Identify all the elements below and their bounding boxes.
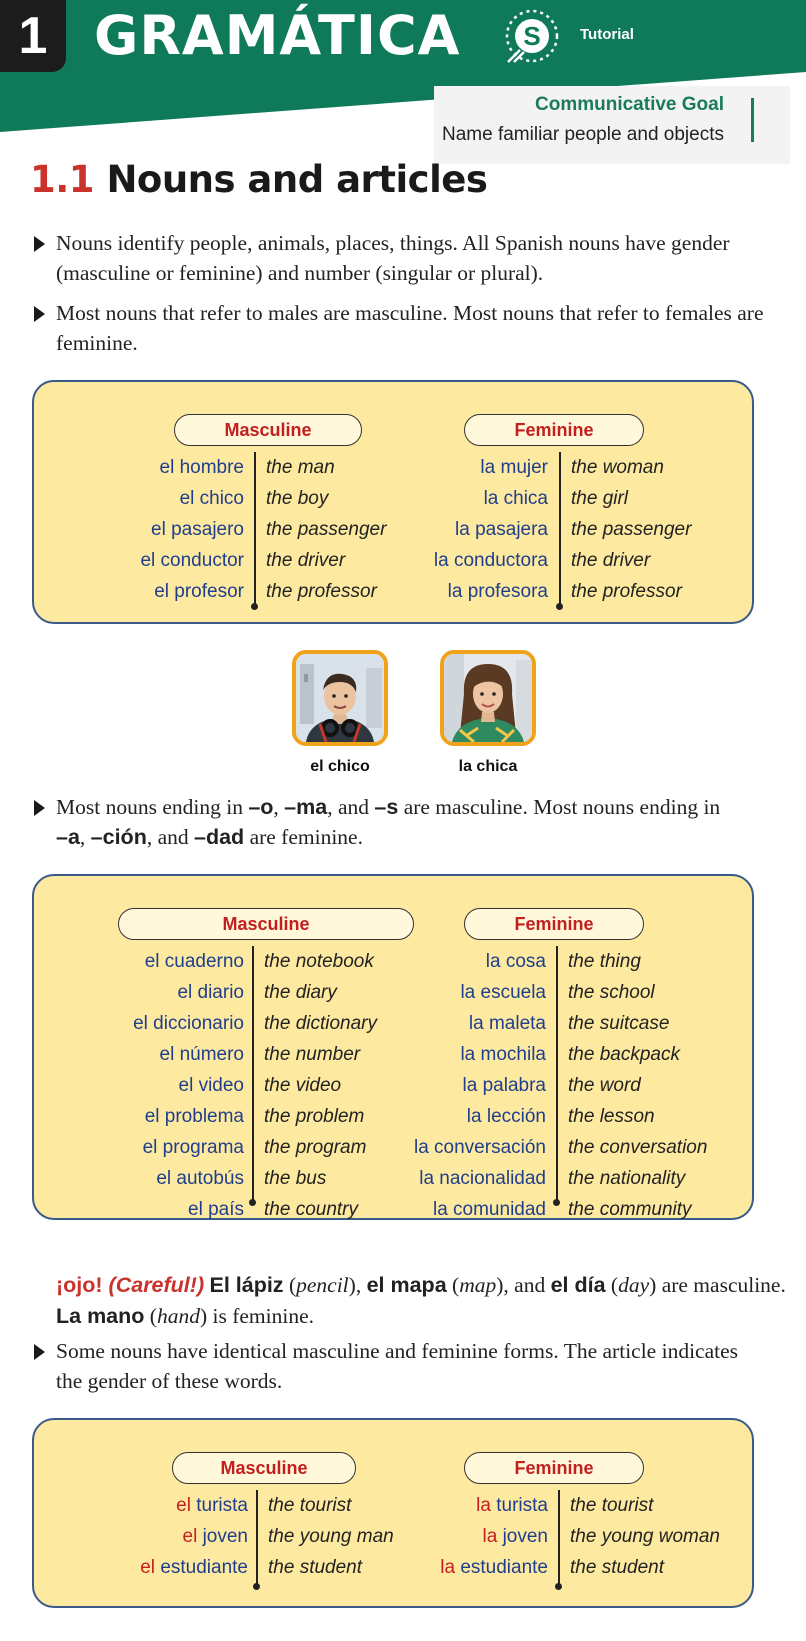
column-divider — [556, 946, 558, 1202]
feminine-noun: la nacionalidad — [419, 1168, 546, 1189]
masculine-noun — [84, 1490, 248, 1521]
masculine-noun — [84, 1521, 248, 1552]
english-translation: the passenger — [266, 519, 387, 540]
feminine-english-column — [571, 452, 751, 607]
masculine-noun: el problema — [144, 1106, 244, 1127]
english-translation: the young woman — [570, 1526, 720, 1547]
feminine-noun: la pasajera — [455, 519, 548, 540]
ending-o: –o — [248, 795, 274, 819]
ojo-gloss: hand — [156, 1304, 200, 1328]
communicative-goal-box — [434, 86, 790, 164]
english-translation: the professor — [571, 581, 682, 602]
feminine-noun: la cosa — [485, 951, 546, 972]
masculine-noun: el país — [188, 1199, 244, 1220]
ojo-word-mapa: el mapa — [366, 1273, 447, 1297]
vocab-panel-identical — [32, 1418, 754, 1608]
bullet-arrow-icon — [34, 1344, 45, 1360]
english-translation: the backpack — [568, 1044, 680, 1065]
ojo-word: ¡ojo! — [56, 1273, 103, 1297]
column-divider — [256, 1490, 258, 1586]
caption-boy: el chico — [310, 758, 370, 775]
vocab-panel-endings — [32, 874, 754, 1220]
bullet-males-females — [30, 298, 780, 358]
article: el — [182, 1526, 198, 1547]
english-translation: the conversation — [568, 1137, 708, 1158]
bullet-text: Most nouns ending in — [56, 795, 249, 819]
feminine-noun — [374, 1521, 548, 1552]
feminine-english-column — [568, 946, 748, 1225]
feminine-noun: la palabra — [462, 1075, 546, 1096]
english-translation: the notebook — [264, 951, 374, 972]
topic-text: Nouns and articles — [106, 158, 488, 201]
caption-girl: la chica — [458, 758, 518, 775]
ojo-word-dia: el día — [550, 1273, 606, 1297]
masculine-noun: el diario — [177, 982, 244, 1003]
goal-divider — [751, 98, 754, 142]
bullet-arrow-icon — [34, 800, 45, 816]
bullet-identical-forms — [30, 1336, 750, 1396]
bullet-nouns-gender — [30, 228, 780, 288]
masculine-label: Masculine — [174, 414, 362, 446]
english-translation: the professor — [266, 581, 377, 602]
ending-s: –s — [374, 795, 399, 819]
english-translation: the student — [268, 1557, 363, 1578]
masculine-spanish-column — [74, 946, 244, 1225]
topic-number: 1.1 — [30, 158, 95, 201]
ending-dad: –dad — [194, 825, 245, 849]
masculine-noun: el número — [159, 1044, 244, 1065]
masculine-noun — [84, 1552, 248, 1583]
english-translation: the video — [264, 1075, 342, 1096]
bullet-noun-endings — [30, 792, 730, 852]
noun: turista — [196, 1495, 248, 1516]
feminine-noun: la escuela — [460, 982, 546, 1003]
feminine-label: Feminine — [464, 414, 644, 446]
feminine-noun — [374, 1552, 548, 1583]
bullet-text: , and — [146, 825, 194, 849]
photo-boy — [292, 650, 388, 746]
masculine-label: Masculine — [118, 908, 414, 940]
ojo-text: is feminine. — [212, 1304, 315, 1328]
english-translation: the student — [570, 1557, 665, 1578]
english-translation: the word — [568, 1075, 641, 1096]
feminine-noun: la maleta — [468, 1013, 546, 1034]
english-translation: the man — [266, 457, 335, 478]
feminine-english-column — [570, 1490, 750, 1583]
english-translation: the tourist — [570, 1495, 654, 1516]
english-translation: the problem — [264, 1106, 365, 1127]
ojo-text: are masculine. — [661, 1273, 786, 1297]
article: la — [476, 1495, 491, 1516]
ojo-tag — [56, 1273, 204, 1297]
english-translation: the country — [264, 1199, 358, 1220]
masculine-noun: el diccionario — [133, 1013, 244, 1034]
english-translation: the suitcase — [568, 1013, 670, 1034]
english-translation: the woman — [571, 457, 664, 478]
english-translation: the lesson — [568, 1106, 655, 1127]
chapter-number: 1 — [0, 0, 66, 72]
bullet-text: are feminine. — [244, 825, 363, 849]
article: el — [176, 1495, 191, 1516]
ojo-text: , and — [503, 1273, 551, 1297]
english-translation: the number — [264, 1044, 361, 1065]
feminine-noun: la conductora — [433, 550, 548, 571]
feminine-label: Feminine — [464, 1452, 644, 1484]
masculine-noun: el profesor — [154, 581, 244, 602]
feminine-noun: la mujer — [480, 457, 548, 478]
svg-text:S: S — [523, 21, 541, 51]
masculine-noun: el conductor — [140, 550, 244, 571]
noun: estudiante — [460, 1557, 548, 1578]
noun: joven — [202, 1526, 248, 1547]
noun: estudiante — [160, 1557, 248, 1578]
feminine-noun: la profesora — [447, 581, 548, 602]
english-translation: the thing — [568, 951, 641, 972]
ending-cion: –ción — [90, 825, 147, 849]
bullet-text: Nouns identify people, animals, places, things. All Spanish nouns have gender (masculine or feminine) and number (singular or plural). — [56, 231, 730, 285]
article: la — [482, 1526, 498, 1547]
article: la — [440, 1557, 456, 1578]
feminine-noun — [374, 1490, 548, 1521]
ojo-gloss: pencil — [296, 1273, 349, 1297]
english-translation: the tourist — [268, 1495, 352, 1516]
photo-girl — [440, 650, 536, 746]
masculine-spanish-column — [84, 1490, 248, 1583]
english-translation: the boy — [266, 488, 329, 509]
tutorial-icon[interactable] — [500, 6, 564, 70]
bullet-text: Most nouns that refer to males are masculine. Most nouns that refer to females are feminine. — [56, 301, 764, 355]
masculine-noun: el chico — [179, 488, 244, 509]
noun: turista — [496, 1495, 548, 1516]
ending-ma: –ma — [284, 795, 328, 819]
feminine-noun: la conversación — [413, 1137, 546, 1158]
noun: joven — [502, 1526, 548, 1547]
bullet-text: Some nouns have identical masculine and feminine forms. The article indicates the gender of these words. — [56, 1339, 739, 1393]
english-translation: the school — [568, 982, 655, 1003]
feminine-noun: la lección — [466, 1106, 546, 1127]
ojo-gloss: map — [459, 1273, 497, 1297]
feminine-spanish-column — [374, 1490, 548, 1583]
masculine-noun: el hombre — [159, 457, 244, 478]
feminine-spanish-column — [374, 452, 548, 607]
ojo-translation: (Careful!) — [108, 1273, 205, 1297]
english-translation: the girl — [571, 488, 629, 509]
bullet-text: , — [79, 825, 91, 849]
ending-a: –a — [56, 825, 80, 849]
masculine-noun: el cuaderno — [144, 951, 244, 972]
goal-title: Communicative Goal — [535, 94, 724, 115]
topic-title — [30, 158, 487, 201]
english-translation: the program — [264, 1137, 367, 1158]
masculine-noun: el pasajero — [151, 519, 244, 540]
column-divider — [252, 946, 254, 1202]
vocab-panel-people — [32, 380, 754, 624]
ojo-word-lapiz: El lápiz — [209, 1273, 284, 1297]
masculine-spanish-column — [94, 452, 244, 607]
tutorial-label[interactable]: Tutorial — [580, 26, 634, 43]
feminine-spanish-column — [370, 946, 546, 1225]
section-title: GRAMÁTICA — [94, 4, 461, 67]
ojo-gloss: day — [618, 1273, 650, 1297]
feminine-label: Feminine — [464, 908, 644, 940]
bullet-text: are masculine. Most nouns ending in — [398, 795, 721, 819]
column-divider — [559, 452, 561, 606]
article: el — [140, 1557, 156, 1578]
feminine-noun: la chica — [483, 488, 548, 509]
goal-text: Name familiar people and objects — [442, 124, 724, 145]
english-translation: the dictionary — [264, 1013, 378, 1034]
masculine-noun: el autobús — [156, 1168, 244, 1189]
english-translation: the nationality — [568, 1168, 686, 1189]
column-divider — [558, 1490, 560, 1586]
masculine-noun: el video — [178, 1075, 244, 1096]
masculine-noun: el programa — [142, 1137, 244, 1158]
feminine-noun: la mochila — [460, 1044, 546, 1065]
bullet-text: , — [273, 795, 285, 819]
english-translation: the passenger — [571, 519, 692, 540]
english-translation: the bus — [264, 1168, 327, 1189]
bullet-text: , and — [327, 795, 375, 819]
english-translation: the diary — [264, 982, 337, 1003]
english-translation: the community — [568, 1199, 692, 1220]
english-translation: the driver — [571, 550, 651, 571]
feminine-noun: la comunidad — [432, 1199, 546, 1220]
bullet-arrow-icon — [34, 236, 45, 252]
ojo-word-mano: La mano — [56, 1304, 145, 1328]
column-divider — [254, 452, 256, 606]
english-translation: the young man — [268, 1526, 394, 1547]
english-translation: the driver — [266, 550, 346, 571]
masculine-label: Masculine — [172, 1452, 356, 1484]
careful-note: ¡ojo! (Careful!) El lápiz (pencil), el mapa (map), and el día (day) are masculine. La mano (hand) is feminine. — [56, 1273, 786, 1328]
bullet-arrow-icon — [34, 306, 45, 322]
